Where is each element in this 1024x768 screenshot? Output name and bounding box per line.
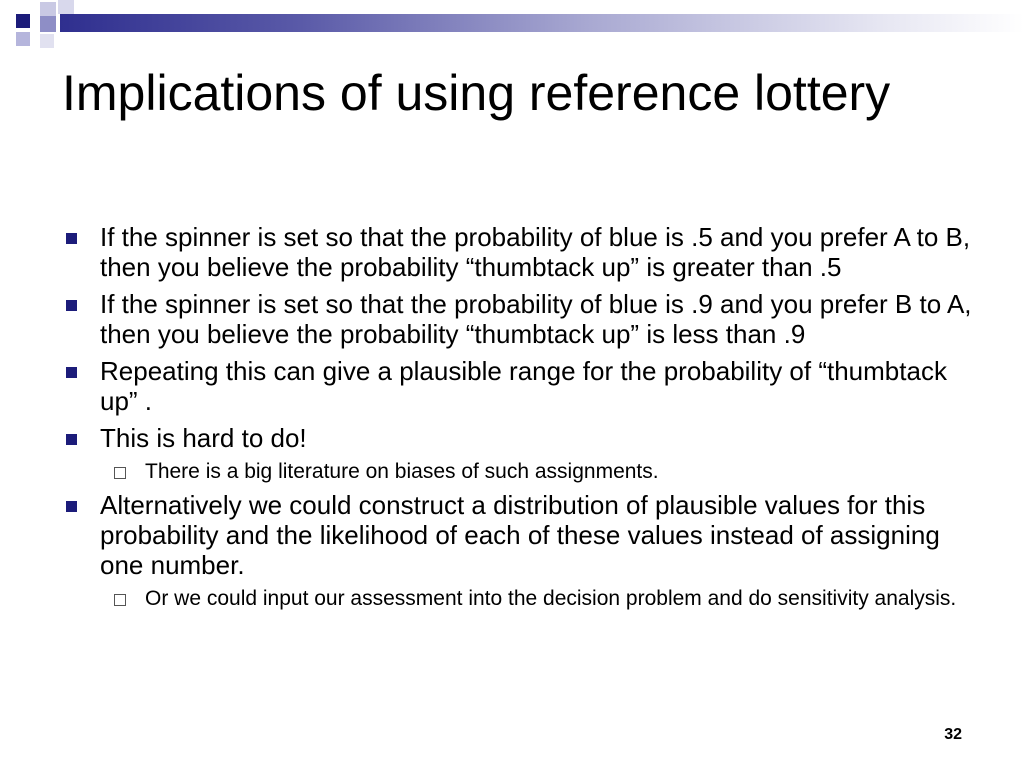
bullet-item (62, 423, 972, 453)
hollow-square-bullet-icon (114, 467, 126, 479)
bullet-text: Alternatively we could construct a distribution of plausible values for this probability and the likelihood of each of these values instead of assigning one number. (100, 490, 940, 580)
deco-square (58, 0, 74, 14)
bullet-item (62, 289, 972, 349)
header-gradient-bar (60, 14, 1024, 32)
square-bullet-icon (66, 501, 77, 512)
bullet-list (62, 222, 972, 617)
sub-bullet-text: There is a big literature on biases of such assignments. (145, 460, 659, 483)
deco-square (40, 2, 56, 16)
square-bullet-icon (66, 434, 77, 445)
bullet-text: This is hard to do! (100, 423, 307, 453)
bullet-text: Repeating this can give a plausible range for the probability of “thumbtack up” . (100, 356, 947, 416)
deco-square (40, 16, 56, 32)
deco-square (16, 32, 30, 46)
bullet-text: If the spinner is set so that the probability of blue is .5 and you prefer A to B, then you believe the probability “thumbtack up” is greater than .5 (100, 222, 971, 282)
bullet-item (62, 356, 972, 416)
bullet-text: If the spinner is set so that the probability of blue is .9 and you prefer B to A, then you believe the probability “thumbtack up” is less than .9 (100, 289, 972, 349)
sub-bullet-text: Or we could input our assessment into the decision problem and do sensitivity analysis. (145, 587, 957, 610)
bullet-item (62, 222, 972, 282)
hollow-square-bullet-icon (114, 594, 126, 606)
square-bullet-icon (66, 233, 77, 244)
slide-title: Implications of using reference lottery (62, 65, 891, 121)
square-bullet-icon (66, 300, 77, 311)
deco-square (16, 14, 30, 28)
sub-bullet-item (62, 459, 972, 484)
page-number: 32 (944, 726, 962, 743)
deco-square (40, 34, 54, 48)
square-bullet-icon (66, 367, 77, 378)
bullet-item (62, 490, 972, 580)
sub-bullet-item (62, 586, 972, 611)
